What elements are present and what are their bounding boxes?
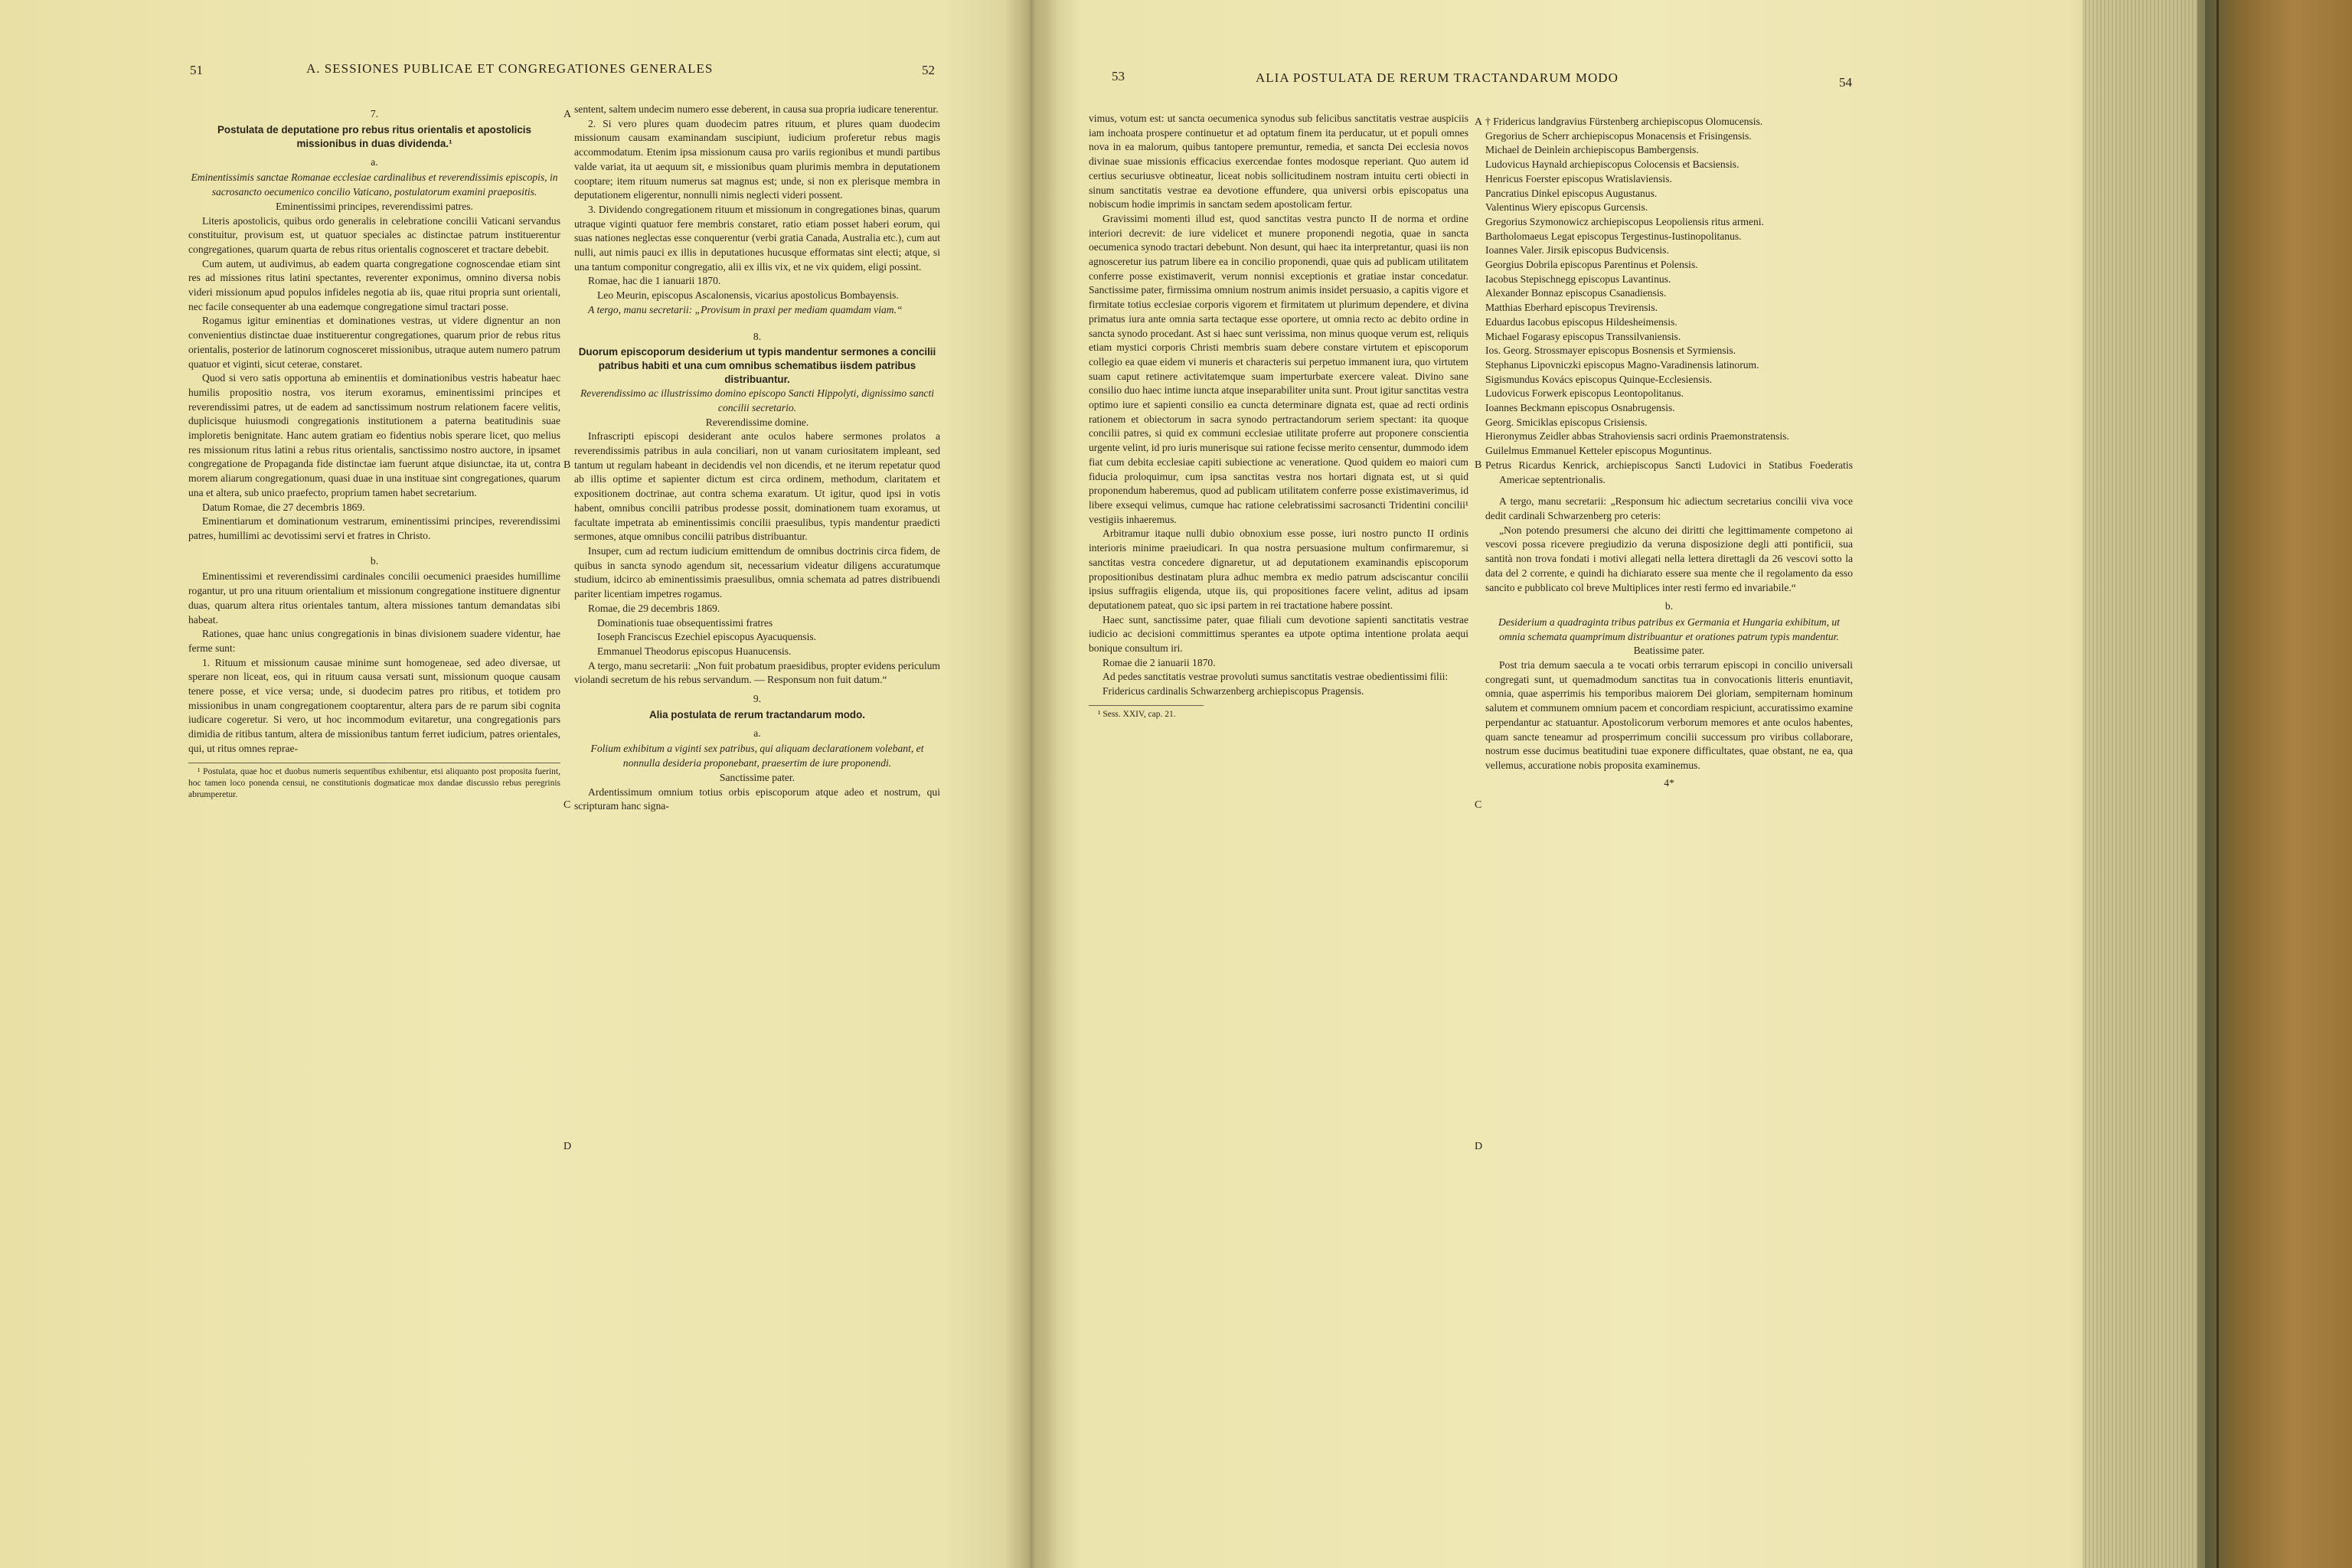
margin-letter-c: C [1475, 799, 1482, 811]
signatory-name: Georg. Smiciklas episcopus Crisiensis. [1485, 416, 1648, 428]
signatory-name: Michael de Deinlein archiepiscopus Bambergensis. [1485, 144, 1699, 156]
section-heading: Postulata de deputatione pro rebus ritus orientalis et apostolicis missionibus in duas dividenda.¹ [217, 123, 531, 149]
salutation: Reverendissime domine. [705, 416, 809, 428]
paragraph: Literis apostolicis, quibus ordo generalis in celebratione concilii Vaticani servandus constituitur, provisum est, ut quatuor speciales ac distinctae patrum instituerentur congregationes, quarum quarta de rebus ritus orientalis cognosceret et tractare debebit. [188, 214, 560, 255]
signature: Leo Meurin, episcopus Ascalonensis, vicarius apostolicus Bombayensis. [597, 289, 899, 302]
tergo-note: A tergo, manu secretarii: „Non fuit probatum praesidibus, propter evidens periculum violandi secretum de his rebus servandum. — Responsum non fuit datum.“ [574, 659, 940, 686]
page-number-52: 52 [922, 63, 935, 77]
footnote-text: ¹ Postulata, quae hoc et duobus numeris sequentibus exhibentur, etsi aliquanto post proposita fuerint, hoc tamen loco ponenda censui, ne constitutionis dogmaticae mox dandae discussio rebus peregrinis abrumperetur. [188, 766, 560, 799]
page-edges [2082, 0, 2197, 1568]
signatory-name: Ludovicus Haynald archiepiscopus Colocensis et Bacsiensis. [1485, 158, 1740, 171]
tergo-note: A tergo, manu secretarii: „Responsum hic adiectum secretarius concilii viva voce dedit cardinali Schwarzenberg pro ceteris: [1485, 495, 1853, 521]
paragraph: Cum autem, ut audivimus, ab eadem quarta congregatione cognoscendae etiam sint res ad missiones ritus latini spectantes, reverenter exponimus, omnino diversa nobis videri missionum apud populos infideles negotia ab iis, quae ritui propria sunt orientali, nec facile consequenter ab una eademque congregatione simul tractari posse. [188, 257, 560, 312]
signatory-name: Matthias Eberhard episcopus Trevirensis. [1485, 302, 1658, 314]
paragraph: Gravissimi momenti illud est, quod sanctitas vestra puncto II de norma et ordine interiori decrevit: de iure videlicet et munere proponendi negotia, quae in sancta oecumenica synodo tractari debebunt. Non desunt, qui haec ita interpretantur, quasi iis non agnosceretur ius patrum libere ea in concilio proponendi, quae quis ad publicam utilitatem conferre posse existimaverit, verum nonnisi exceptionis et gratiae instar concedatur. Sanctissime pater, firmissima omnium nostrum animis insidet persuasio, a capitis vigore et firmitate totius ecclesiae corporis vigorem et firmitatem ut plurimum dependere, et divina primatus iura ante omnia sarta tectaque esse oportere, ut omnia recto ac debito ordine in sancta synodo procedant. Ast si haec sunt verissima, non minus quoque verum est, reliquis etiam mystici corporis Christi membris suam debere constare virtutem et episcoporum collegio ea quae eidem vi muneris et characteris sui perpetuo immanent iura, quo virtutem suam caput retinere activitatemque suam imperturbate exercere valeat. Divino sane consilio duo haec intime iuncta atque inseparabiliter unita sunt. Prout igitur sanctitas vestra optimo iure et sapienti consilio ea cuncta determinare dignata est, quae ad recti ordinis rationem et obiectorum in sacra synodo pertractandorum seriem spectant: ita quoque concilii patres, si quid ex communi ecclesiae utilitate proferre aut proponere conscientia urgente velint, id pro iuris munerisque sui ratione fecisse merito censentur, dummodo idem fiat cum debita ecclesiae capiti subiectione ac veneratione. Quod quidem eo maiori cum fiducia proloquimur, cum ipsa sanctitas vestra nos hortari dignata est, ut si quid proponendum haberemus, quod ad publicam utilitatem conferre posse existimaverimus, id libere exsequi velimus, cumque hac ratione celebratissimi sacrosancti Tridentini concilii¹ vestigiis inhaeremus. [1089, 212, 1468, 525]
subsection-letter: b. [370, 554, 379, 567]
signatory-name: Hieronymus Zeidler abbas Strahoviensis sacri ordinis Praemonstratensis. [1485, 430, 1789, 443]
paragraph: Infrascripti episcopi desiderant ante oculos habere sermones prolatos a reverendissimis patribus in aula conciliari, non ut vanam curiositatem impleant, sed tantum ut regulam habeant in decidendis vel non dicendis, et ne iterum repetatur quod ab illis optime et sapienter dictum est circa ordinem, methodum, claritatem et expositionem doctrinae, aut contra schema exaratum. Ut igitur, quod ipsi in votis habent, omnibus concilii patribus prodesse possit, dominationem tuam exoramus, ut facultate impetrata ab eminentissimis concilii praesulibus, typis mandentur praedicti sermones, atque omnibus concilii patribus distribuantur. [574, 430, 940, 543]
signatory-name: Iacobus Stepischnegg episcopus Lavantinus. [1485, 273, 1671, 285]
italian-response: „Non potendo presumersi che alcuno dei diritti che legittimamente competono ai vescovi possa ricevere pregiudizio da veruna disposizione degli atti pontificii, sua santità non trova fondati i motivi allegati nella lettera direttagli da 26 vescovi sotto la data del 2 corrente, e quindi ha dichiarato essere sua mente che il regolamento da esso sancito e pubblicato col breve Multiplices inter resti fermo ed invariabile.“ [1485, 524, 1853, 593]
signature-mark: 4* [1664, 776, 1674, 789]
paragraph: 3. Dividendo congregationem rituum et missionum in congregationes binas, quarum utraque viginti quatuor fere membris constaret, ratio etiam posset haberi eorum, qui suas nationes neglectas esse conquerentur (verbi gratia Canada, Australia etc.), cum aut nulli, aut nimis pauci ex illis in deputationes hucusque efformatas sint electi; atque, si una tantum componitur congregatio, alii ex illis vix, et ne vix quidem, eligi possint. [574, 203, 940, 273]
date-line: Romae die 2 ianuarii 1870. [1102, 656, 1216, 668]
paragraph: Ad pedes sanctitatis vestrae provoluti sumus sanctitatis vestrae obedientissimi filii: [1102, 671, 1449, 683]
section-number: 7. [370, 108, 379, 119]
paragraph: Quod si vero satis opportuna ab eminentiis et dominationibus vestris habeatur haec humilis propositio nostra, vos iterum exoramus, eminentissimi principes et reverendissimi patres, ut de eadem ad sanctissimum nostrum relationem facere velitis, duplicisque huiusmodi congregationis institutionem a paterna beatitudinis suae imploretis benignitate. Hanc autem gratiam eo fidentius nobis sperare licet, quo melius res missionum ritus latini a rebus ritus orientalis, sanctissimo nostro auctore, in ipsamet congregatione de Propaganda fide distinctae iam fuerunt atque disiunctae, ita ut, contra morem aliarum congregationum, quasi duae in una instituae sint congregationes, quarum una et altera, sub unico praefecto, proprium tamen habet secretarium. [188, 372, 560, 498]
date-line: Romae, die 29 decembris 1869. [588, 602, 720, 614]
paragraph: Eminentissimi et reverendissimi cardinales concilii oecumenici praesides humillime rogantur, ut pro una rituum orientalium et missionum congregatione instituere dignentur duas, quarum altera ritus orientales tantum, altera missiones tantum demandatas sibi habeat. [188, 570, 560, 626]
signatory-name: Georgius Dobrila episcopus Parentinus et Polensis. [1485, 259, 1698, 271]
left-page-column-1 [188, 103, 560, 801]
address-line: Reverendissimo ac illustrissimo domino episcopo Sancti Hippolyti, dignissimo sancti concilii secretario. [580, 387, 935, 413]
margin-letter-b: B [564, 459, 571, 471]
signatory-name: Ioannes Beckmann episcopus Osnabrugensis. [1485, 402, 1675, 414]
signatory-name: Valentinus Wiery episcopus Gurcensis. [1485, 201, 1648, 214]
margin-letter-b: B [1475, 459, 1482, 471]
page-number-51: 51 [190, 63, 203, 77]
signatory-name: Sigismundus Kovács episcopus Quinque-Ecclesiensis. [1485, 373, 1713, 385]
tergo-note: A tergo, manu secretarii: „Provisum in praxi per mediam quamdam viam.“ [588, 303, 903, 315]
signatory-name: Alexander Bonnaz episcopus Csanadiensis. [1485, 287, 1667, 299]
closing: Eminentiarum et dominationum vestrarum, eminentissimi principes, reverendissimi patres, humillimi ac devotissimi servi et fratres in Christo. [188, 515, 560, 541]
intro-line: Folium exhibitum a viginti sex patribus, qui aliquam declarationem volebant, et nonnulla desideria proponebant, praesertim de iure proponendi. [590, 743, 924, 769]
margin-letter-d: D [564, 1141, 572, 1152]
subsection-letter: a. [753, 727, 761, 739]
footnote [1089, 705, 1204, 720]
closing: Dominationis tuae obsequentissimi fratres [597, 616, 773, 629]
paragraph: Insuper, cum ad rectum iudicium emittendum de omnibus doctrinis circa fidem, de quibus in sancta synodo agendum sit, necessarium videatur diligens accuratumque studium, idcirco ab eminentissimis praesulibus, omnia schemata ad patres distribuendi pariter licentiam impetres rogamus. [574, 544, 940, 600]
margin-letter-d: D [1475, 1141, 1483, 1152]
signatory-name: Guilelmus Emmanuel Ketteler episcopus Moguntinus. [1485, 445, 1712, 457]
date-line: Datum Romae, die 27 decembris 1869. [202, 501, 365, 513]
signature: Ioseph Franciscus Ezechiel episcopus Ayacuquensis. [597, 631, 817, 643]
signatory-name: Bartholomaeus Legat episcopus Tergestinus-Iustinopolitanus. [1485, 230, 1742, 242]
signatory-name: Ludovicus Forwerk episcopus Leontopolitanus. [1485, 387, 1684, 400]
cover-edge [2216, 0, 2219, 1568]
right-page-column-2 [1485, 115, 1853, 790]
section-heading: Duorum episcoporum desiderium ut typis mandentur sermones a concilii patribus habiti et una cum omnibus schematibus iisdem patribus distribuantur. [578, 346, 936, 386]
paragraph: Post tria demum saecula a te vocati orbis terrarum episcopi in concilio universali congregati sunt, ut quemadmodum sanctitas tua in convocationis litteris enuntiavit, omnia, quae asperrimis his temporibus maiorem Dei gloriam, sempiternam hominum salutem et communem omnium pacem et concordiam respiciunt, accuratissimo examine perpendantur ac statuantur. Apostolicorum verborum memores et ante oculos habentes, quam sancte teneamur ad prosperrimum concilii successum pro viribus collaborare, nostrum esse ducimus beatitudini tuae exponere difficultates, quae obstant, ne ea, qua vellemus, accuratione nobis proposita examinemus. [1485, 659, 1853, 771]
page-number-54: 54 [1839, 75, 1852, 90]
footnote-text: ¹ Sess. XXIV, cap. 21. [1098, 709, 1176, 719]
margin-letter-c: C [564, 799, 571, 811]
section-number: 9. [753, 693, 762, 705]
signatory-list [1485, 115, 1853, 487]
running-head-right: ALIA POSTULATA DE RERUM TRACTANDARUM MODO [1256, 70, 1619, 85]
signatory-name: † Fridericus landgravius Fürstenberg archiepiscopus Olomucensis. [1485, 116, 1763, 127]
salutation: Eminentissimi principes, reverendissimi patres. [276, 200, 473, 212]
salutation: Beatissime pater. [1633, 645, 1705, 657]
address-line: Eminentissimis sanctae Romanae ecclesiae cardinalibus et reverendissimis episcopis, in sacrosancto oecumenico concilio Vaticano, postulatorum examini praepositis. [191, 172, 558, 198]
footnote [188, 763, 560, 801]
salutation: Sanctissime pater. [719, 771, 795, 783]
paragraph: Rationes, quae hanc unius congregationis in binas divisionem suadere videntur, hae ferme sunt: [188, 628, 560, 654]
signatory-name: Henricus Foerster episcopus Wratislaviensis. [1485, 172, 1672, 185]
section-heading: Alia postulata de rerum tractandarum modo. [648, 708, 865, 720]
section-heading: Desiderium a quadraginta tribus patribus ex Germania et Hungaria exhibitum, ut omnia schemata quamprimum distribuantur et orationes patrum typis mandentur. [1498, 616, 1840, 642]
paragraph: vimus, votum est: ut sancta oecumenica synodus sub felicibus sanctitatis vestrae auspiciis iam inchoata prospere continuetur et ad optatum finem ita perducatur, ut et populi omnes nova in ea malorum, quibus tantopere premuntur, remedia, et sancta Dei ecclesia novos divinae suae missionis efficacius exercendae fontes modosque reperiant. Quo autem id certius securiusve obtineatur, liceat nobis sollicitudinem nostram intuitu certi obiecti in sinum sanctitatis vestrae ea devotione effundere, qua universi orbis episcopatus una nobiscum hodie imprimis in sanctam sedem apostolicam fertur. [1089, 113, 1468, 211]
signatory-name: Eduardus Iacobus episcopus Hildesheimensis. [1485, 315, 1677, 328]
signature: Emmanuel Theodorus episcopus Huanucensis. [597, 645, 792, 657]
signatory-name: Michael Fogarasy episcopus Transsilvaniensis. [1485, 330, 1681, 342]
margin-letter-a: A [1475, 116, 1483, 128]
signature: Fridericus cardinalis Schwarzenberg archiepiscopus Pragensis. [1102, 685, 1364, 697]
subsection-letter: b. [1664, 600, 1674, 612]
book-cover [2205, 0, 2352, 1568]
section-number: 8. [753, 330, 762, 342]
signatory-name: Stephanus Lipovniczki episcopus Magno-Varadinensis latinorum. [1485, 358, 1759, 371]
left-page-column-2 [574, 103, 940, 814]
signatory-name: Pancratius Dinkel episcopus Augustanus. [1485, 187, 1658, 199]
margin-letter-a: A [564, 109, 572, 120]
paragraph: Arbitramur itaque nulli dubio obnoxium esse posse, iuri nostro puncto II ordinis interioris minime praeiudicari. In qua nostra persuasione multum confirmaremur, si sanctitas vestra concedere dignaretur, ut ad deputationem examinandis episcoporum propositionibus destinatam plura adhuc membra ex medio patrum adsciscantur concilii ipsius suffragiis eligenda, utque iis, qui propositiones facere velint, aditus ad ipsam deputationem pateat, quo sic ipsi partem in rei tractatione habere possint. [1089, 528, 1468, 611]
paragraph: Haec sunt, sanctissime pater, quae filiali cum devotione sapienti sanctitatis vestrae iudicio ac decisioni committimus sperantes ea utpote optima intentione prolata aequi bonique consultum iri. [1089, 613, 1468, 655]
signatory-name: Gregorius de Scherr archiepiscopus Monacensis et Frisingensis. [1485, 129, 1752, 142]
signatory-name: Ios. Georg. Strossmayer episcopus Bosnensis et Syrmiensis. [1485, 345, 1736, 357]
paragraph: sentent, saltem undecim numero esse deberent, in causa sua propria iudicare tenerentur. [574, 103, 939, 115]
right-page-column-1 [1089, 112, 1468, 720]
page-number-53: 53 [1112, 69, 1125, 83]
running-head-left: A. SESSIONES PUBLICAE ET CONGREGATIONES GENERALES [306, 61, 714, 76]
signatory-name: Gregorius Szymonowicz archiepiscopus Leopoliensis ritus armeni. [1485, 215, 1764, 227]
subsection-letter: a. [371, 155, 378, 168]
paragraph: Rogamus igitur eminentias et dominationes vestras, ut videre dignentur an non convenientius distinctae duae instituerentur congregationes, quarum prior de rebus ritus orientalis, posterior de latinorum cognosceret missionibus, utraque autem numero patrum quatuor et viginti, sicut ceterae, constaret. [188, 315, 560, 370]
book-gutter [1004, 0, 1058, 1568]
signatory-name: Petrus Ricardus Kenrick, archiepiscopus Sancti Ludovici in Statibus Foederatis Americae septentrionalis. [1485, 459, 1853, 485]
paragraph: 2. Si vero plures quam duodecim patres rituum, et plures quam duodecim missionum causam examinandam suscipiunt, iudicium proferetur rebus magis accommodatum. Etenim ipsa missionum causa pro variis regionibus et mundi partibus valde variat, ita ut aequum sit, e missionibus quam plurimis membra in deputationem cooptare; item rituum numerus sat magnus est; unde, si non ex plerisque membra in deputationem eligerentur, nonnulli nimis neglecti videri possent. [574, 117, 940, 201]
paragraph: Ardentissimum omnium totius orbis episcoporum atque adeo et nostrum, qui scripturam hanc signa- [574, 786, 940, 812]
signatory-name: Ioannes Valer. Jirsik episcopus Budvicensis. [1485, 244, 1669, 256]
paragraph: 1. Rituum et missionum causae minime sunt homogeneae, sed adeo diversae, ut sperare non liceat, eos, qui in rituum causa versati sunt, missionum quoque causam tenere posse, et vice versa; unde, si duodecim patres pro ritibus, et totidem pro missionibus in unam congregationem cooptarentur, altera pars de re parum sibi cognita iudicare cogeretur. Si vero, ut hoc incommodum evitaretur, una congregationis pars dimidia de ritibus tantum, altera de missionibus tantum ferret iudicium, patres orientales, qui, ut ritus omnes reprae- [188, 656, 560, 754]
date-line: Romae, hac die 1 ianuarii 1870. [588, 275, 721, 287]
